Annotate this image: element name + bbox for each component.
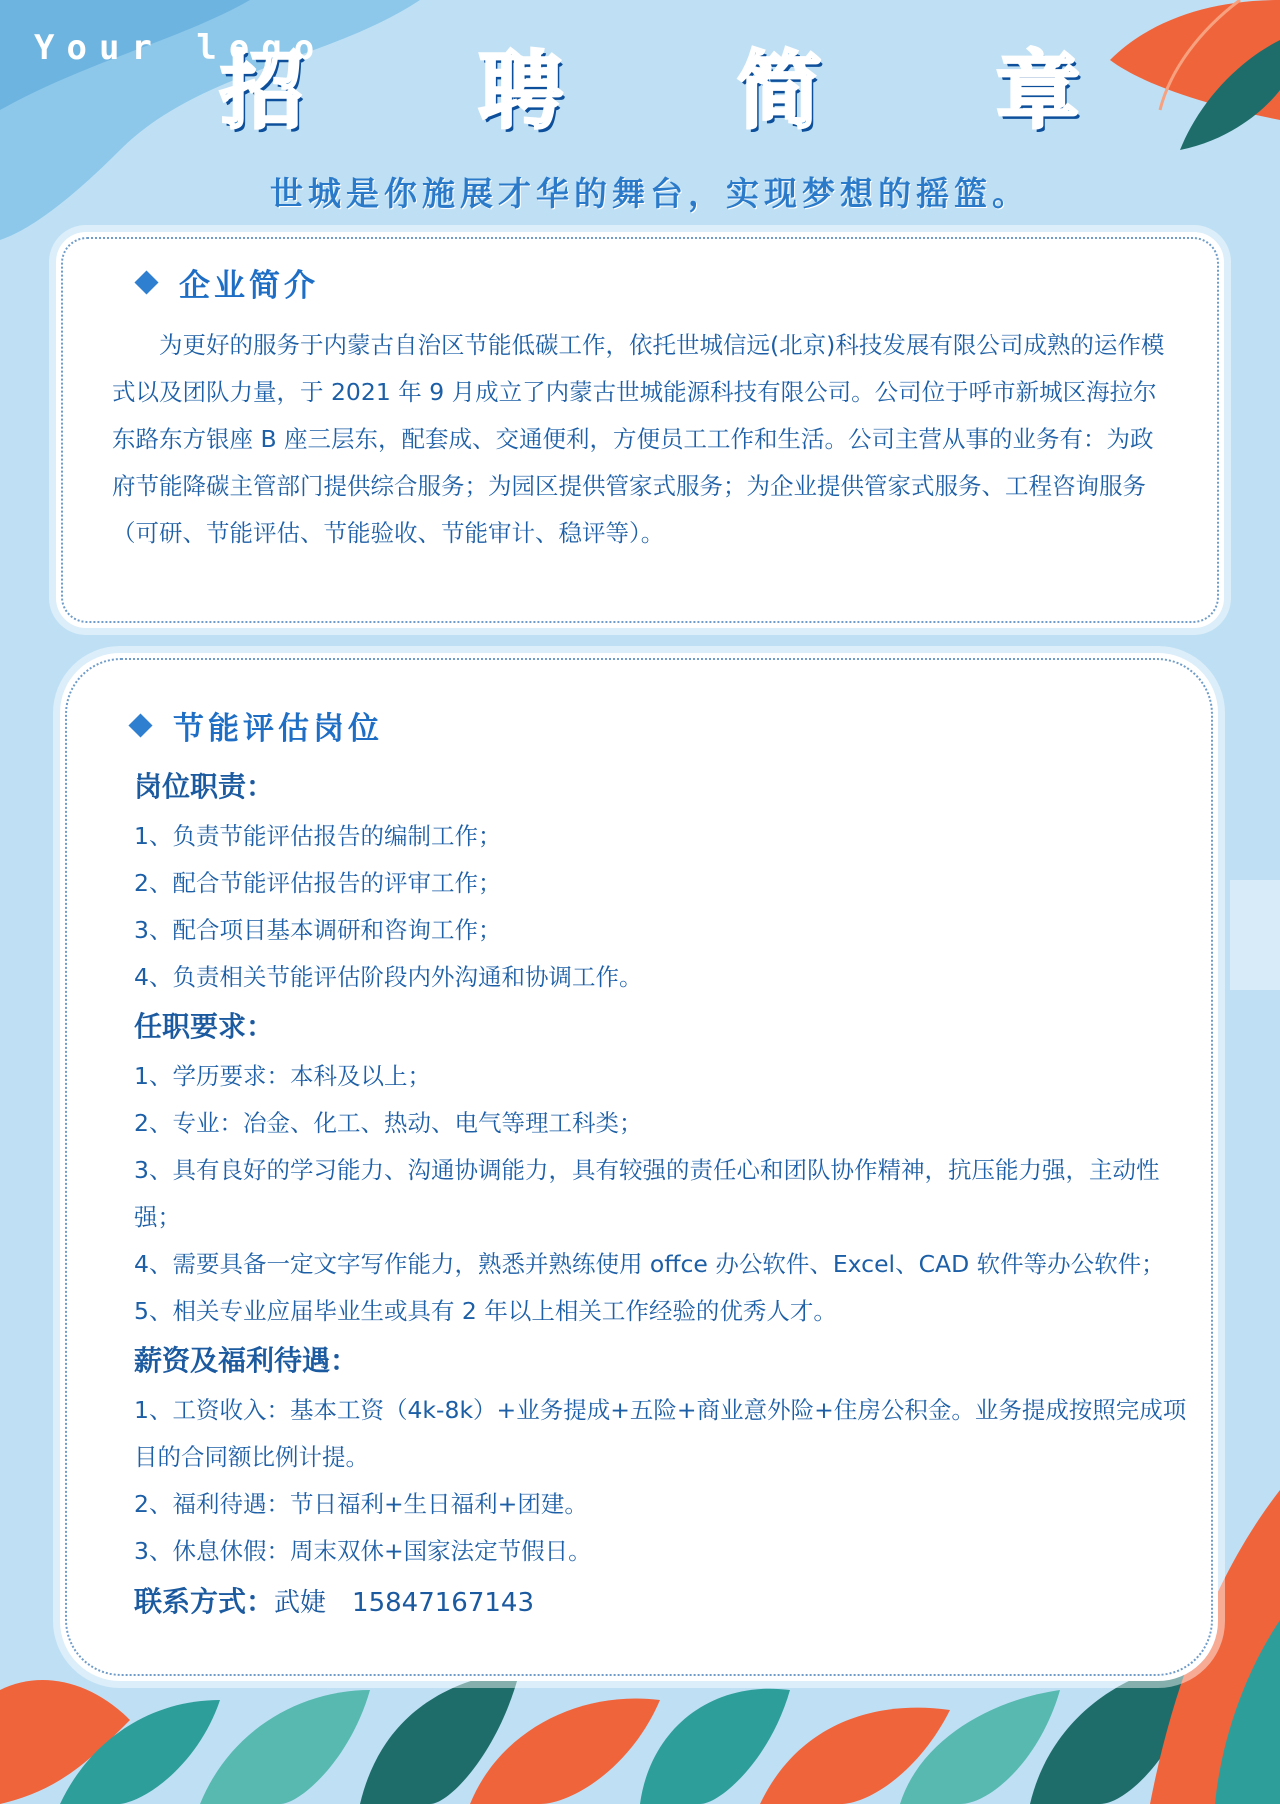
company-intro-heading — [138, 260, 319, 305]
list-item: 1、负责节能评估报告的编制工作； — [134, 822, 502, 850]
list-item: 3、配合项目基本调研和咨询工作； — [134, 916, 502, 944]
title-char: 简 — [737, 42, 822, 140]
list-item: 2、配合节能评估报告的评审工作； — [134, 869, 502, 897]
contact-phone[interactable]: 15847167143 — [352, 1588, 534, 1618]
contact-name: 武婕 — [274, 1588, 327, 1618]
list-item: 5、相关专业应届毕业生或具有 2 年以上相关工作经验的优秀人才。 — [134, 1297, 837, 1325]
list-item: 2、福利待遇：节日福利+生日福利+团建。 — [134, 1490, 588, 1518]
list-item: 3、具有良好的学习能力、沟通协调能力，具有较强的责任心和团队协作精神，抗压能力强，主动性强； — [134, 1156, 1160, 1231]
contact-label: 联系方式： — [134, 1585, 275, 1618]
list-item: 3、休息休假：周末双休+国家法定节假日。 — [134, 1537, 592, 1565]
company-intro-card — [56, 232, 1224, 628]
benefits-title: 薪资及福利待遇： — [134, 1344, 359, 1377]
position-details — [134, 761, 1204, 1630]
position-heading-text: 节能评估岗位 — [173, 711, 383, 747]
slogan: 世城是你施展才华的舞台，实现梦想的摇篮。 — [270, 174, 1030, 213]
requirements-title: 任职要求： — [134, 1010, 275, 1043]
duties-title: 岗位职责： — [134, 770, 275, 803]
title-char: 招 — [220, 42, 305, 140]
list-item: 2、专业：冶金、化工、热动、电气等理工科类； — [134, 1109, 643, 1137]
page-title — [220, 42, 1080, 140]
list-item: 1、工资收入：基本工资（4k-8k）+业务提成+五险+商业意外险+住房公积金。业务提成按照完成项目的合同额比例计提。 — [134, 1396, 1187, 1471]
title-char: 聘 — [478, 42, 563, 140]
diamond-bullet-icon — [134, 270, 158, 294]
position-card — [60, 653, 1218, 1681]
position-heading — [132, 703, 383, 748]
list-item: 4、负责相关节能评估阶段内外沟通和协调工作。 — [134, 963, 643, 991]
contact-info — [134, 1575, 1204, 1630]
logo-text: Your logo — [34, 28, 327, 68]
title-char: 章 — [995, 42, 1080, 140]
diamond-bullet-icon — [128, 713, 152, 737]
company-intro-heading-text: 企业简介 — [179, 268, 319, 304]
company-intro-body: 为更好的服务于内蒙古自治区节能低碳工作，依托世城信远(北京)科技发展有限公司成熟的运作模式以及团队力量，于 2021 年 9 月成立了内蒙古世城能源科技有限公司。公司位于呼市新城区海拉尔东路东方银座 B 座三层东，配套成、交通便利，方便员工工作和生活。公司主营从事的业务有：为政府节能降碳主管部门提供综合服务；为园区提供管家式服务；为企业提供管家式服务、工程咨询服务（可研、节能评估、节能验收、节能审计、稳评等）。 — [112, 331, 1165, 547]
list-item: 1、学历要求：本科及以上； — [134, 1062, 431, 1090]
list-item: 4、需要具备一定文字写作能力，熟悉并熟练使用 offce 办公软件、Excel、CAD 软件等办公软件； — [134, 1250, 1165, 1278]
